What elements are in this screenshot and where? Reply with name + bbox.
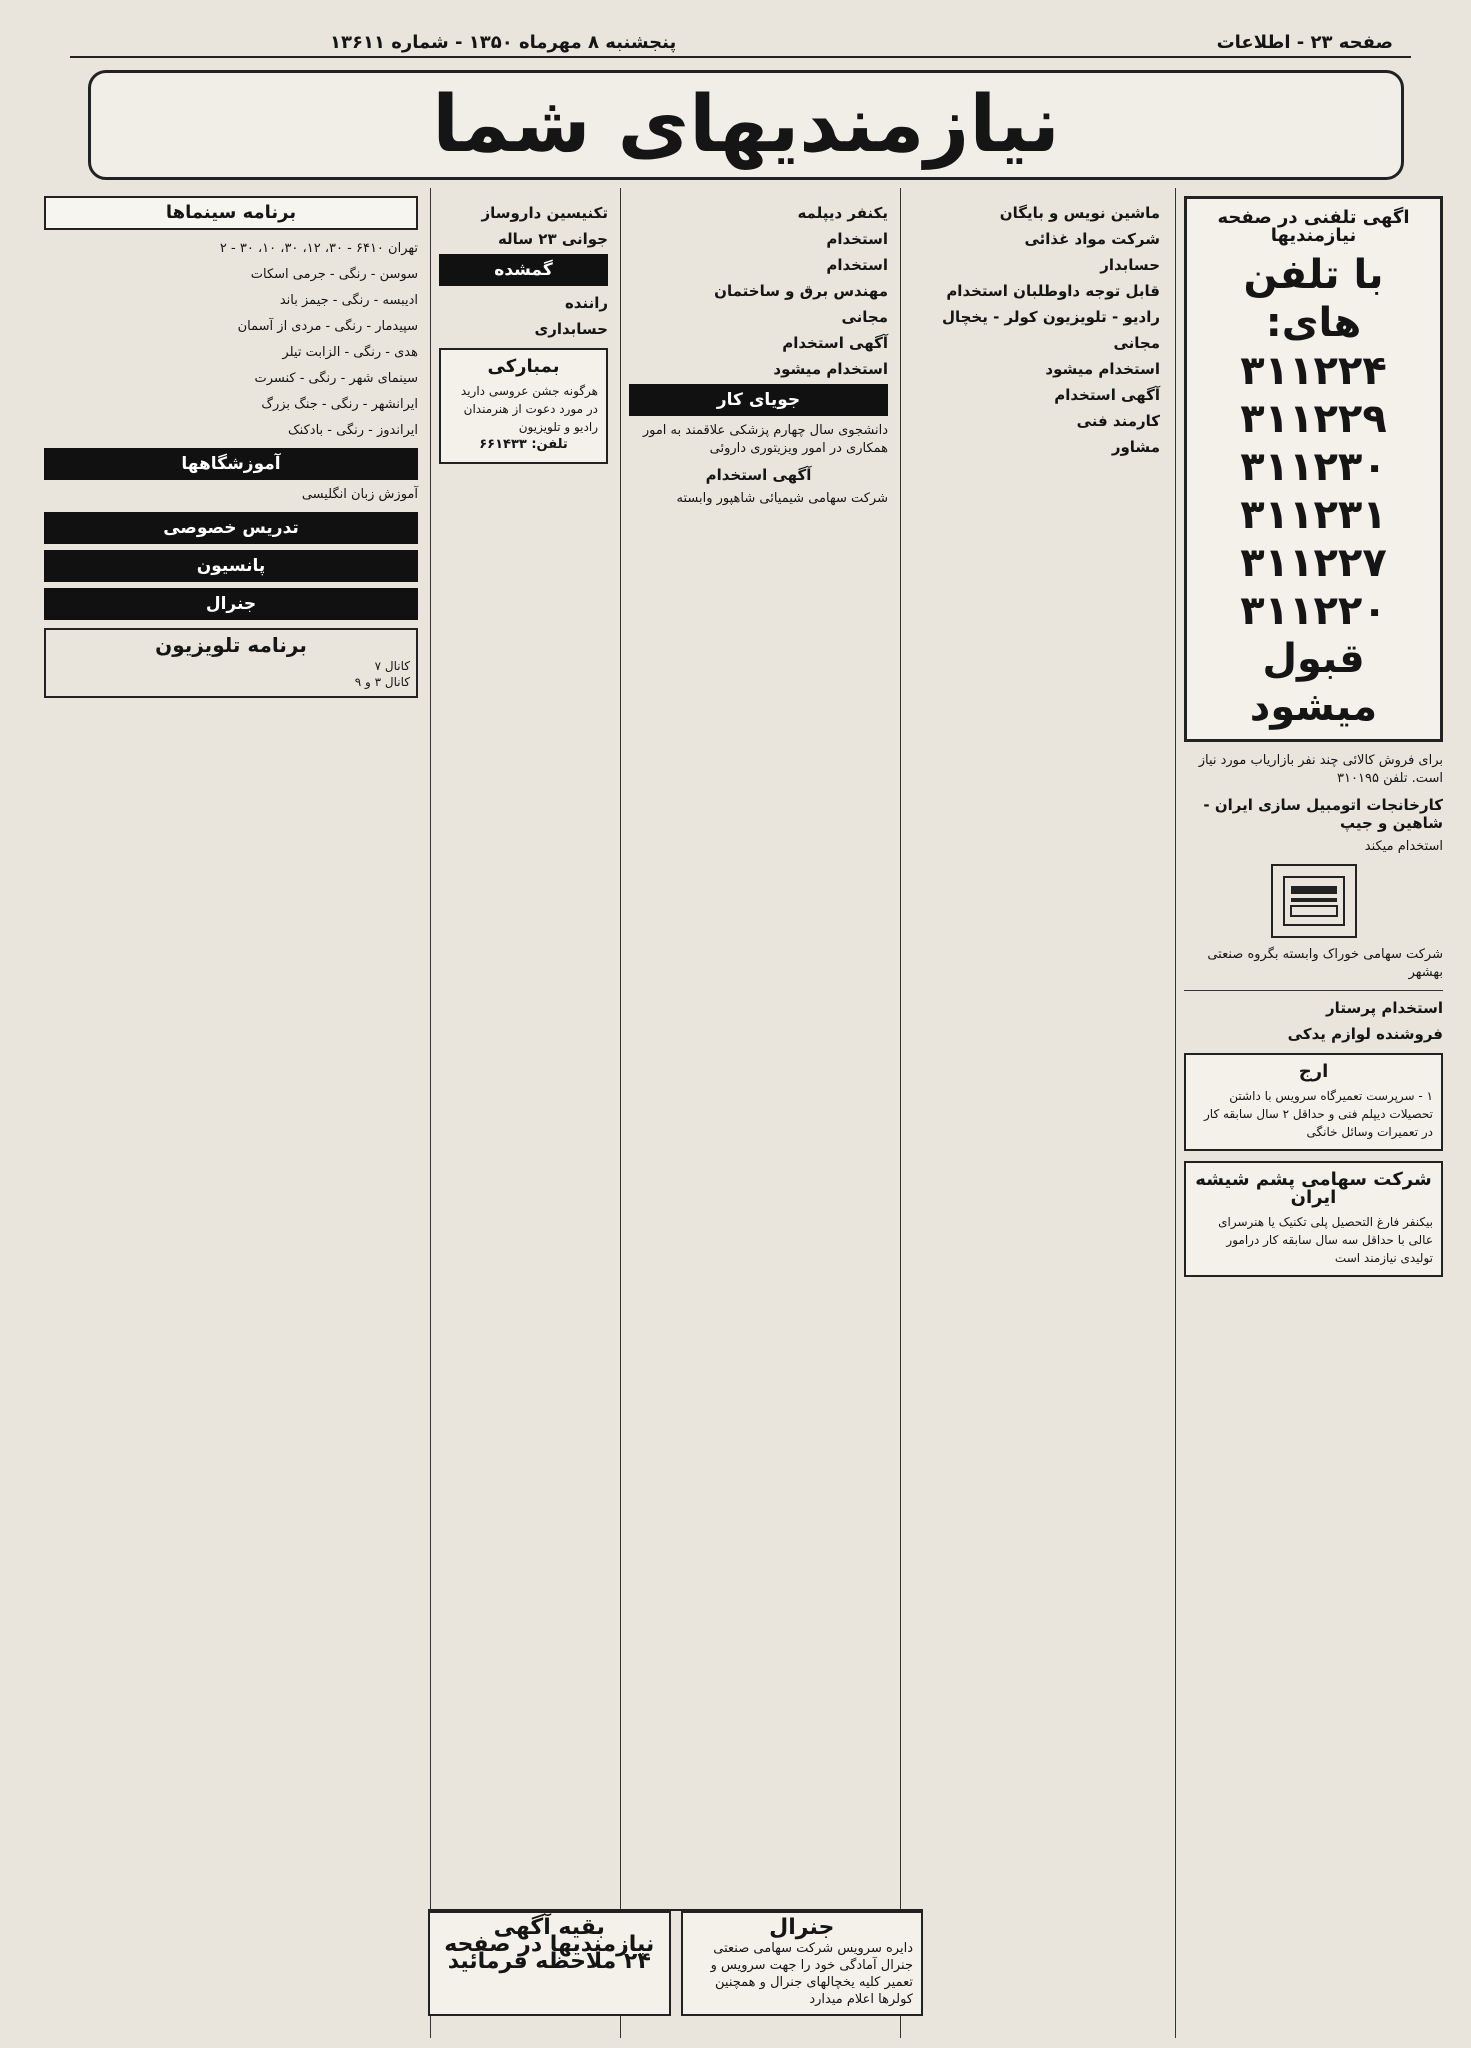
company-logo-box [1271, 864, 1357, 938]
right-divider-1 [1184, 990, 1443, 991]
right-ad-1: برای فروش کالائی چند نفر بازاریاب مورد نیاز است. تلفن ۳۱۰۱۹۵ [1198, 753, 1443, 786]
cinema-column [36, 188, 426, 2038]
schools-title: آموزشگاهها [44, 448, 418, 480]
col2-ad-2: شرکت مواد غذائی [1024, 230, 1160, 248]
rest-ad-title: بقیه آگهی نیازمندیها در صفحه ۲۴ ملاحظه فرمائید [444, 1915, 655, 1974]
right-ad-4: شرکت سهامی خوراک وابسته بگروه صنعتی بهشهر [1207, 947, 1443, 980]
col3-ad-3: استخدام [826, 256, 888, 274]
right-ad-3: استخدام میکند [1364, 839, 1443, 854]
right-ad-5: استخدام پرستار [1326, 999, 1443, 1017]
col3-ad-7: استخدام میشود [773, 360, 888, 378]
col3-ad-4: مهندس برق و ساختمان [714, 282, 888, 300]
col2-ad-6: مجانی [1113, 334, 1160, 352]
cinema-entry-5: هدی - رنگی - الزابت تیلر [282, 345, 418, 360]
pension-title: پانسیون [44, 550, 418, 582]
celebration-ad-box [439, 348, 608, 464]
header-date: پنجشنبه ۸ مهرماه ۱۳۵۰ - شماره ۱۳۶۱۱ [330, 32, 677, 53]
rest-ad-box [428, 1911, 671, 2016]
phone-number-2: ۳۱۱۲۲۹ [1240, 396, 1387, 442]
col4-ad-5: حسابداری [534, 320, 608, 338]
phone-label: با تلفن های: [1243, 252, 1384, 346]
col3-ad-5: مجانی [841, 308, 888, 326]
phone-number-5: ۳۱۱۲۲۷ [1240, 540, 1387, 586]
banner-title: نیازمندیهای شما [432, 80, 1060, 170]
col3-ad-1: یکنفر دیپلمه [797, 204, 888, 222]
cinema-entry-10: آموزش زبان انگلیسی [301, 487, 418, 502]
cinema-entry-3: ادیبسه - رنگی - جیمز باند [279, 293, 418, 308]
phone-number-6: ۳۱۱۲۲۰ [1240, 588, 1387, 634]
cinema-entry-7: ایرانشهر - رنگی - جنگ بزرگ [261, 397, 418, 412]
phone-number-4: ۳۱۱۲۳۱ [1240, 492, 1387, 538]
phone-number-1: ۳۱۱۲۲۴ [1240, 348, 1387, 394]
col4-lost-title: گمشده [439, 254, 608, 286]
col4-ad-1: تکنیسین داروساز [481, 204, 608, 222]
col2-ad-8: آگهی استخدام [1054, 386, 1160, 404]
general-ad-box [681, 1911, 924, 2016]
general-ad-title: جنرال [769, 1915, 835, 1940]
right-ad-2: کارخانجات اتومبیل سازی ایران - شاهین و جیپ [1203, 796, 1443, 832]
col3-ad-11: شرکت سهامی شیمیائی شاهپور وابسته [676, 491, 888, 506]
column-4 [430, 188, 616, 2038]
private-lessons-title: تدریس خصوصی [44, 512, 418, 544]
accepted-text: قبول میشود [1249, 636, 1378, 730]
col2-ad-10: مشاور [1111, 438, 1160, 456]
right-column [1175, 188, 1451, 2038]
col2-ad-3: حسابدار [1100, 256, 1160, 274]
col4-ad-4: راننده [564, 294, 608, 312]
logo-icon [1283, 876, 1345, 926]
col2-ad-4: قابل توجه داوطلبان استخدام [946, 282, 1160, 300]
celebration-ad-phone: تلفن: ۶۶۱۴۳۳ [479, 437, 568, 452]
col2-ad-7: استخدام میشود [1045, 360, 1160, 378]
celebration-ad-title: بمبارکی [487, 356, 560, 377]
phone-box-title: اگهی تلفنی در صفحه نیازمندیها [1217, 207, 1410, 246]
phone-box [1184, 196, 1443, 742]
col3-ad-6: آگهی استخدام [782, 334, 888, 352]
arg-ad-title: ارج [1298, 1061, 1329, 1082]
celebration-ad-text: هرگونه جشن عروسی دارید در مورد دعوت از هنرمندان رادیو و تلویزیون [460, 384, 598, 434]
header-page: صفحه ۲۳ - اطلاعات [1216, 32, 1393, 53]
col2-ad-9: کارمند فنی [1076, 412, 1160, 430]
glass-wool-ad-title: شرکت سهامی پشم شیشه ایران [1195, 1169, 1432, 1208]
col3-ad-9: دانشجوی سال چهارم پزشکی علاقمند به امور همکاری در امور ویزیتوری داروئی [642, 423, 888, 456]
right-ad-6: فروشنده لوازم یدکی [1287, 1025, 1443, 1043]
cinema-entry-2: سوسن - رنگی - جرمی اسکات [250, 267, 418, 282]
column-3 [620, 188, 896, 2038]
cinema-entry-6: سینمای شهر - رنگی - کنسرت [254, 371, 418, 386]
col2-ad-1: ماشین نویس و بایگان [999, 204, 1160, 222]
bottom-strip [428, 1909, 923, 2036]
col3-ad-10: آگهی استخدام [705, 466, 812, 484]
tv-box [44, 628, 418, 698]
header-divider [70, 56, 1411, 58]
cinema-entry-4: سپیدمار - رنگی - مردی از آسمان [237, 319, 418, 334]
col3-job-seeker-title: جویای کار [629, 384, 888, 416]
glass-wool-ad-text: بیکنفر فارغ التحصیل پلی تکنیک یا هنرسرای عالی با حداقل سه سال سابقه کار درامور تولیدی نیازمند است [1218, 1215, 1433, 1265]
col3-ad-2: استخدام [826, 230, 888, 248]
col2-ad-5: رادیو - تلویزیون کولر - یخچال [941, 308, 1160, 326]
col4-ad-2: جوانی ۲۳ ساله [497, 230, 608, 248]
cinema-entry-1: تهران ۶۴۱۰ - ۳۰، ۱۲، ۳۰، ۱۰، ۳۰ - ۲ [219, 241, 418, 256]
tv-channel-2: کانال ۳ و ۹ [354, 675, 410, 689]
general-title: جنرال [44, 588, 418, 620]
tv-title: برنامه تلویزیون [155, 633, 307, 657]
arg-ad-text: ۱ - سرپرست تعمیرگاه سرویس با داشتن تحصیلات دیپلم فنی و حداقل ۲ سال سابقه کار در تعمیرات وسائل خانگی [1204, 1089, 1433, 1139]
banner [88, 70, 1404, 180]
arg-ad-box [1184, 1053, 1443, 1151]
bottom-inner [428, 1911, 923, 2016]
glass-wool-ad-box [1184, 1161, 1443, 1277]
cinema-entry-8: ایراندوز - رنگی - بادکنک [288, 423, 418, 438]
tv-channel-1: کانال ۷ [374, 659, 410, 673]
column-2 [900, 188, 1168, 2038]
general-ad-text: دایره سرویس شرکت سهامی صنعتی جنرال آمادگی خود را جهت سرویس و تعمیر کلیه یخچالهای جنرال و همچنین کولرها اعلام میدارد [710, 1941, 913, 2007]
cinema-title: برنامه سینماها [44, 196, 418, 230]
phone-number-3: ۳۱۱۲۳۰ [1240, 444, 1387, 490]
